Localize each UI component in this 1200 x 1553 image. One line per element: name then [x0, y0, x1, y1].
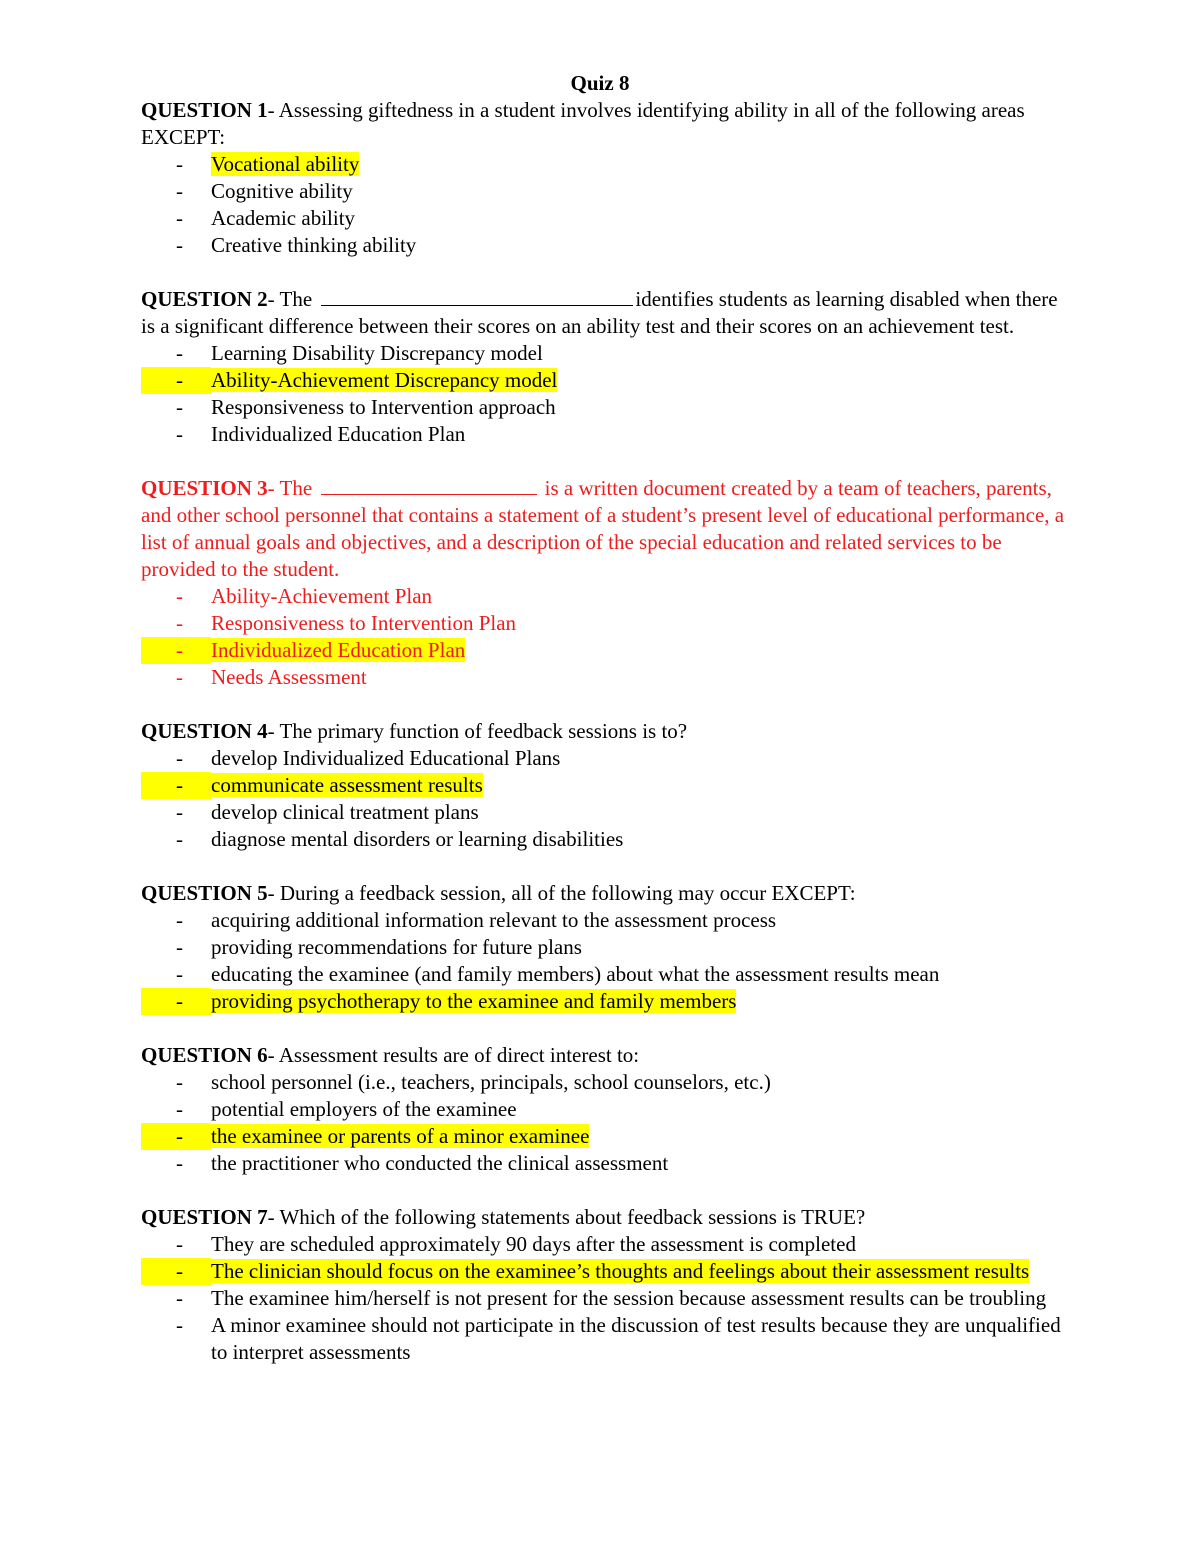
- option-list: [141, 745, 1071, 853]
- answer-blank: [321, 287, 633, 306]
- option-text: providing recommendations for future plans: [211, 935, 582, 959]
- question-text: - The: [267, 476, 313, 500]
- option-list: [141, 583, 1071, 691]
- option: - Responsiveness to Intervention Plan: [176, 611, 517, 635]
- question-label: QUESTION 7: [141, 1205, 268, 1229]
- option: - Individualized Education Plan: [176, 422, 466, 446]
- question-stem: [141, 880, 1071, 907]
- option: - diagnose mental disorders or learning disabilities: [176, 827, 624, 851]
- question-text-continued: is a written document created by a team of teachers, parents, and other school personnel that contains a statement of a student’s present level of educational performance, a list of annual goals and objectives, and a description of the special education and related services to be provided to the student.: [141, 476, 1065, 581]
- option: - acquiring additional information relevant to the assessment process: [176, 908, 777, 932]
- option: - Creative thinking ability: [176, 233, 417, 257]
- answer-blank: [321, 476, 537, 495]
- option-list: [141, 151, 1071, 259]
- option-text: develop Individualized Educational Plans: [211, 746, 561, 770]
- option: - Needs Assessment: [176, 665, 367, 689]
- option-text: Creative thinking ability: [211, 233, 417, 257]
- option: - The examinee him/herself is not present for the session because assessment results can be troubling: [176, 1286, 1047, 1310]
- option: - educating the examinee (and family members) about what the assessment results mean: [176, 962, 940, 986]
- option-text: Learning Disability Discrepancy model: [211, 341, 543, 365]
- option-list: [141, 1231, 1071, 1366]
- option-text: Responsiveness to Intervention Plan: [211, 611, 517, 635]
- question-text-continued: identifies students as learning disabled when there is a significant difference between their scores on an ability test and their scores on an achievement test.: [141, 287, 1058, 338]
- option: - Cognitive ability: [176, 179, 353, 203]
- question-label: QUESTION 4: [141, 719, 268, 743]
- option-text: educating the examinee (and family members) about what the assessment results mean: [211, 962, 940, 986]
- option-text: develop clinical treatment plans: [211, 800, 479, 824]
- option-text: the practitioner who conducted the clinical assessment: [211, 1151, 669, 1175]
- option-list: [141, 340, 1071, 448]
- question-label: QUESTION 3: [141, 476, 268, 500]
- option: - Learning Disability Discrepancy model: [176, 341, 543, 365]
- option: - Ability-Achievement Discrepancy model: [141, 367, 1071, 394]
- question-1: [141, 97, 1071, 259]
- question-label: QUESTION 6: [141, 1043, 268, 1067]
- option-text: Ability-Achievement Plan: [211, 584, 433, 608]
- option: - They are scheduled approximately 90 days after the assessment is completed: [176, 1232, 856, 1256]
- question-text: - The: [267, 287, 313, 311]
- option-text: Academic ability: [211, 206, 356, 230]
- option-text-highlighted: the examinee or parents of a minor examinee: [211, 1124, 590, 1148]
- option: - school personnel (i.e., teachers, principals, school counselors, etc.): [176, 1070, 771, 1094]
- option: - develop clinical treatment plans: [176, 800, 479, 824]
- option-text: acquiring additional information relevant to the assessment process: [211, 908, 777, 932]
- option: - Ability-Achievement Plan: [176, 584, 433, 608]
- option-text-highlighted: Ability-Achievement Discrepancy model: [211, 368, 558, 392]
- question-2: [141, 286, 1071, 448]
- question-3: [141, 475, 1071, 691]
- option: - A minor examinee should not participate in the discussion of test results because they are unqualified to interpret assessments: [176, 1313, 1061, 1364]
- option: - communicate assessment results: [141, 772, 1071, 799]
- option-text-highlighted: Vocational ability: [211, 152, 360, 176]
- question-text: - During a feedback session, all of the following may occur EXCEPT:: [267, 881, 856, 905]
- question-stem: [141, 286, 1071, 340]
- option-text-highlighted: Individualized Education Plan: [211, 638, 466, 662]
- option-text: The examinee him/herself is not present for the session because assessment results can be troubling: [211, 1286, 1047, 1310]
- option: - The clinician should focus on the examinee’s thoughts and feelings about their assessment results: [141, 1258, 1071, 1285]
- option: - potential employers of the examinee: [176, 1097, 517, 1121]
- question-4: [141, 718, 1071, 853]
- question-6: [141, 1042, 1071, 1177]
- option-text: Individualized Education Plan: [211, 422, 466, 446]
- question-label: QUESTION 1: [141, 98, 268, 122]
- question-stem: [141, 97, 1071, 151]
- option: - providing recommendations for future plans: [176, 935, 582, 959]
- document-page: [141, 70, 1071, 1393]
- question-5: [141, 880, 1071, 1015]
- option-list: [141, 1069, 1071, 1177]
- option: - Individualized Education Plan: [141, 637, 1071, 664]
- question-text: - Assessing giftedness in a student involves identifying ability in all of the following areas EXCEPT:: [141, 98, 1025, 149]
- option: - the practitioner who conducted the clinical assessment: [176, 1151, 669, 1175]
- option: - Responsiveness to Intervention approach: [176, 395, 556, 419]
- option: - Vocational ability: [176, 152, 360, 176]
- question-text: - Assessment results are of direct interest to:: [267, 1043, 640, 1067]
- page-title: Quiz 8: [570, 71, 630, 95]
- option-text: Responsiveness to Intervention approach: [211, 395, 556, 419]
- question-stem: [141, 1042, 1071, 1069]
- question-stem: [141, 1204, 1071, 1231]
- option: - the examinee or parents of a minor examinee: [141, 1123, 1071, 1150]
- option-text: diagnose mental disorders or learning disabilities: [211, 827, 624, 851]
- option: - providing psychotherapy to the examinee and family members: [141, 988, 1071, 1015]
- option-text-highlighted: The clinician should focus on the examinee’s thoughts and feelings about their assessment results: [211, 1259, 1030, 1283]
- question-label: QUESTION 5: [141, 881, 268, 905]
- option: - Academic ability: [176, 206, 356, 230]
- question-7: [141, 1204, 1071, 1366]
- question-stem: [141, 718, 1071, 745]
- option-text: They are scheduled approximately 90 days after the assessment is completed: [211, 1232, 856, 1256]
- option-text-highlighted: providing psychotherapy to the examinee and family members: [211, 989, 737, 1013]
- question-text: - Which of the following statements about feedback sessions is TRUE?: [267, 1205, 866, 1229]
- option-text-highlighted: communicate assessment results: [211, 773, 483, 797]
- option-text: Needs Assessment: [211, 665, 367, 689]
- option-text: Cognitive ability: [211, 179, 353, 203]
- option-text: potential employers of the examinee: [211, 1097, 517, 1121]
- question-text: - The primary function of feedback sessions is to?: [267, 719, 688, 743]
- option: - develop Individualized Educational Plans: [176, 746, 561, 770]
- option-text: school personnel (i.e., teachers, principals, school counselors, etc.): [211, 1070, 771, 1094]
- option-text: A minor examinee should not participate in the discussion of test results because they are unqualified to interpret assessments: [211, 1313, 1061, 1364]
- question-label: QUESTION 2: [141, 287, 268, 311]
- question-stem: [141, 475, 1071, 583]
- option-list: [141, 907, 1071, 1015]
